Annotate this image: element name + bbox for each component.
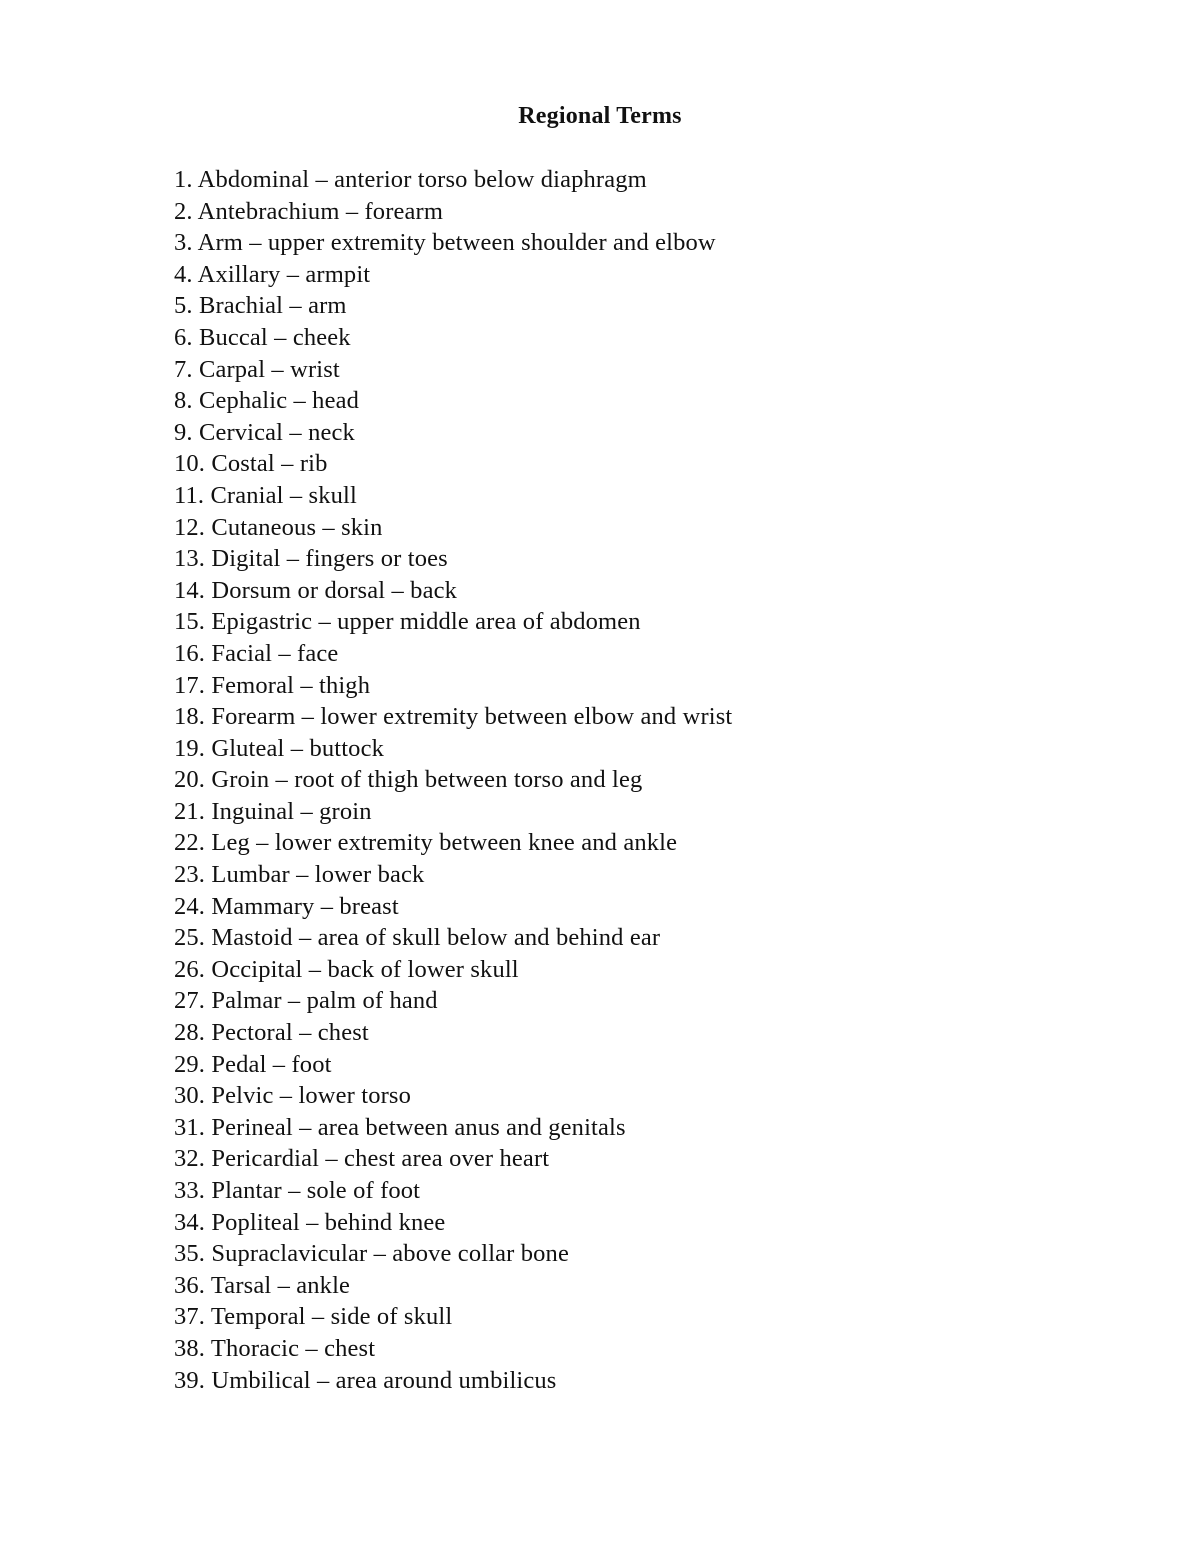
term-item: 11. Cranial – skull — [174, 481, 357, 509]
term-item: 16. Facial – face — [174, 639, 339, 667]
term-item: 25. Mastoid – area of skull below and behind ear — [174, 924, 661, 952]
term-item: 1. Abdominal – anterior torso below diaphragm — [174, 166, 647, 193]
term-item: 30. Pelvic – lower torso — [174, 1082, 411, 1110]
term-item: 5. Brachial – arm — [174, 292, 347, 320]
term-item: 15. Epigastric – upper middle area of abdomen — [174, 608, 641, 636]
term-item: 37. Temporal – side of skull — [174, 1303, 453, 1331]
term-item: 7. Carpal – wrist — [174, 355, 340, 383]
term-item: 29. Pedal – foot — [174, 1050, 332, 1078]
term-item: 32. Pericardial – chest area over heart — [174, 1145, 550, 1173]
term-item: 21. Inguinal – groin — [174, 797, 372, 825]
term-item: 14. Dorsum or dorsal – back — [174, 576, 458, 604]
term-item: 10. Costal – rib — [174, 450, 328, 478]
terms-list — [174, 164, 732, 1396]
term-item: 4. Axillary – armpit — [174, 260, 371, 288]
term-item: 2. Antebrachium – forearm — [174, 197, 444, 225]
term-item: 18. Forearm – lower extremity between elbow and wrist — [174, 703, 733, 731]
term-item: 39. Umbilical – area around umbilicus — [174, 1366, 557, 1394]
term-item: 33. Plantar – sole of foot — [174, 1177, 421, 1204]
term-item: 8. Cephalic – head — [174, 387, 360, 415]
term-item: 31. Perineal – area between anus and genitals — [174, 1113, 626, 1141]
term-item: 3. Arm – upper extremity between shoulder and elbow — [174, 229, 716, 257]
term-item: 23. Lumbar – lower back — [174, 861, 425, 889]
term-item: 38. Thoracic – chest — [174, 1334, 376, 1362]
document-title: Regional Terms — [518, 103, 682, 129]
term-item: 17. Femoral – thigh — [174, 671, 371, 699]
term-item: 26. Occipital – back of lower skull — [174, 955, 519, 983]
term-item: 24. Mammary – breast — [174, 892, 399, 920]
term-item: 13. Digital – fingers or toes — [174, 545, 448, 573]
term-item: 36. Tarsal – ankle — [174, 1271, 351, 1299]
term-item: 28. Pectoral – chest — [174, 1019, 369, 1047]
term-item: 22. Leg – lower extremity between knee and ankle — [174, 829, 678, 857]
term-item: 6. Buccal – cheek — [174, 323, 351, 351]
term-item: 9. Cervical – neck — [174, 418, 355, 446]
term-item: 20. Groin – root of thigh between torso and leg — [174, 766, 643, 794]
term-item: 12. Cutaneous – skin — [174, 513, 383, 541]
term-item: 19. Gluteal – buttock — [174, 734, 385, 762]
term-item: 27. Palmar – palm of hand — [174, 987, 438, 1015]
term-item: 34. Popliteal – behind knee — [174, 1208, 446, 1236]
term-item: 35. Supraclavicular – above collar bone — [174, 1240, 569, 1268]
